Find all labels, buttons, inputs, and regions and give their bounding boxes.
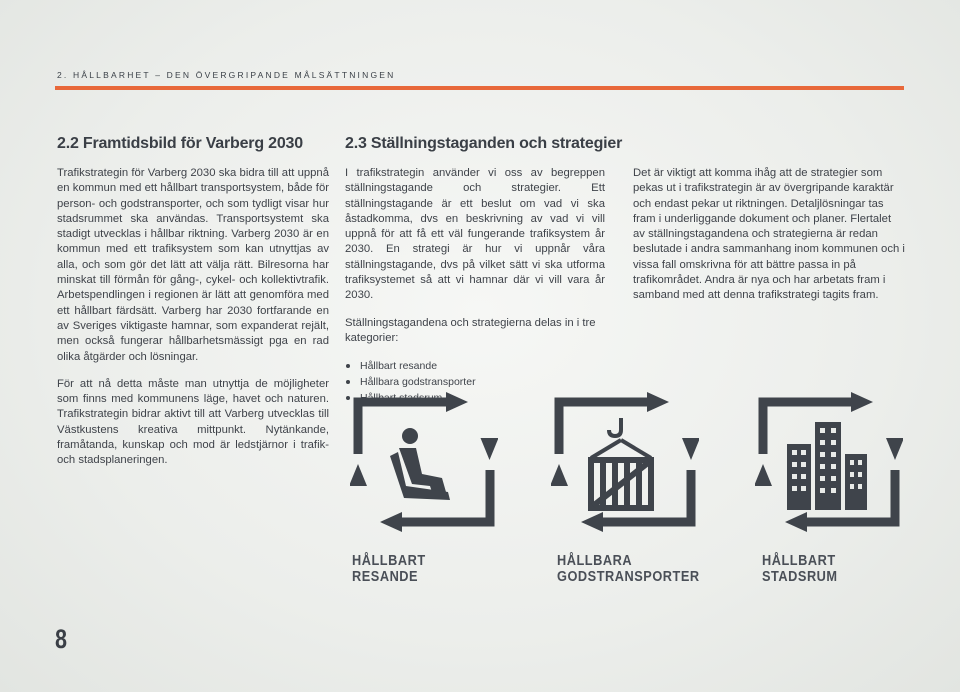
crane-cargo-icon [551,392,699,532]
icon-label-stadsrum [762,553,838,585]
label-line: RESANDE [352,569,419,585]
chapter-header: 2. HÅLLBARHET – DEN ÖVERGRIPANDE MÅLSÄTTNINGEN [57,70,396,80]
page-number: 8 [55,624,68,654]
list-item: Hållbart stadsrum [345,390,605,406]
seated-traveller-icon [350,392,498,532]
paragraph: Ställningstagandena och strategierna delas in i tre kategorier: [345,316,596,344]
label-line: STADSRUM [762,569,838,585]
section-2-2-body [57,166,329,481]
section-2-3-title: 2.3 Ställningstaganden och strategier [345,135,623,152]
list-item: Hållbart resande [345,358,605,374]
header-rule [55,86,904,90]
label-line: HÅLLBART [762,553,836,569]
paragraph: I trafikstrategin använder vi oss av begreppen ställningstagande och strategier. Ett ställningstagande är ett beslut om vad vi ska åstadkomma, dvs en beskrivning av vad vi vill uppnå för att få ett väl fungerande trafiksystem år 2030. En strategi är hur vi uppnår våra ställningstagande, dvs på vilket sätt vi ska utforma trafiksystemet så att vi hamnar där vi vill vara år 2030. [345,167,605,302]
paragraph: För att nå detta måste man utnyttja de möjligheter som finns med kommunens läge, havet och naturen. Trafikstrategin bidrar aktivt till att Varberg utvecklas till Västkustens kreativa mittpunkt. Nytänkande, framåtanda, kunskap och mod är ledstjärnor i trafik- och stadsplaneringen. [57,377,329,467]
label-line: HÅLLBART [352,553,426,569]
paragraph: Trafikstrategin för Varberg 2030 ska bidra till att uppnå en kommun med ett hållbart transportsystem, både för person- och godstransporter, och som tydligt visar hur stadsrummet ska användas. Transportsystemt ska stadigt utvecklas i hållbar riktning. Varberg 2030 är en kommun med ett trafiksystem som kan utnyttjas av alla, och som gör det lätt att välja rätt. Bilresorna har minskat till förmån för gång-, cykel- och kollektivtrafik. Arbetspendlingen i regionen är lätt att genomföra med ett hållbart färdsätt. Varberg har 2030 fortfarande en av Sveriges viktigaste hamnar, som expanderat rejält, men också fungerar hållbarhetsmässigt pga en rad olika åtgärder och lösningar. [57,167,329,363]
section-2-3-body [345,166,605,406]
label-line: GODSTRANSPORTER [557,569,700,585]
list-item: Hållbara godstransporter [345,374,605,390]
label-line: HÅLLBARA [557,553,633,569]
paragraph: Det är viktigt att komma ihåg att de strategier som pekas ut i trafikstrategin är av övergripande karaktär och endast pekar ut riktningen. Detaljlösningar tas fram i underliggande dokument och planer. Flertalet av ställningstagandena och strategierna är redan beslutade i andra sammanhang inom kommunen och i vissa fall omskrivna för att bättre passa in på trafikområdet. Andra är nya och har arbetats fram i samband med att denna trafikstrategi tagits fram. [633,167,905,302]
icon-label-resande [352,553,426,585]
icon-label-godstransporter [557,553,700,585]
section-2-3-body-continued [633,166,905,316]
city-buildings-icon [755,392,903,532]
section-2-2-title: 2.2 Framtidsbild för Varberg 2030 [57,135,303,152]
